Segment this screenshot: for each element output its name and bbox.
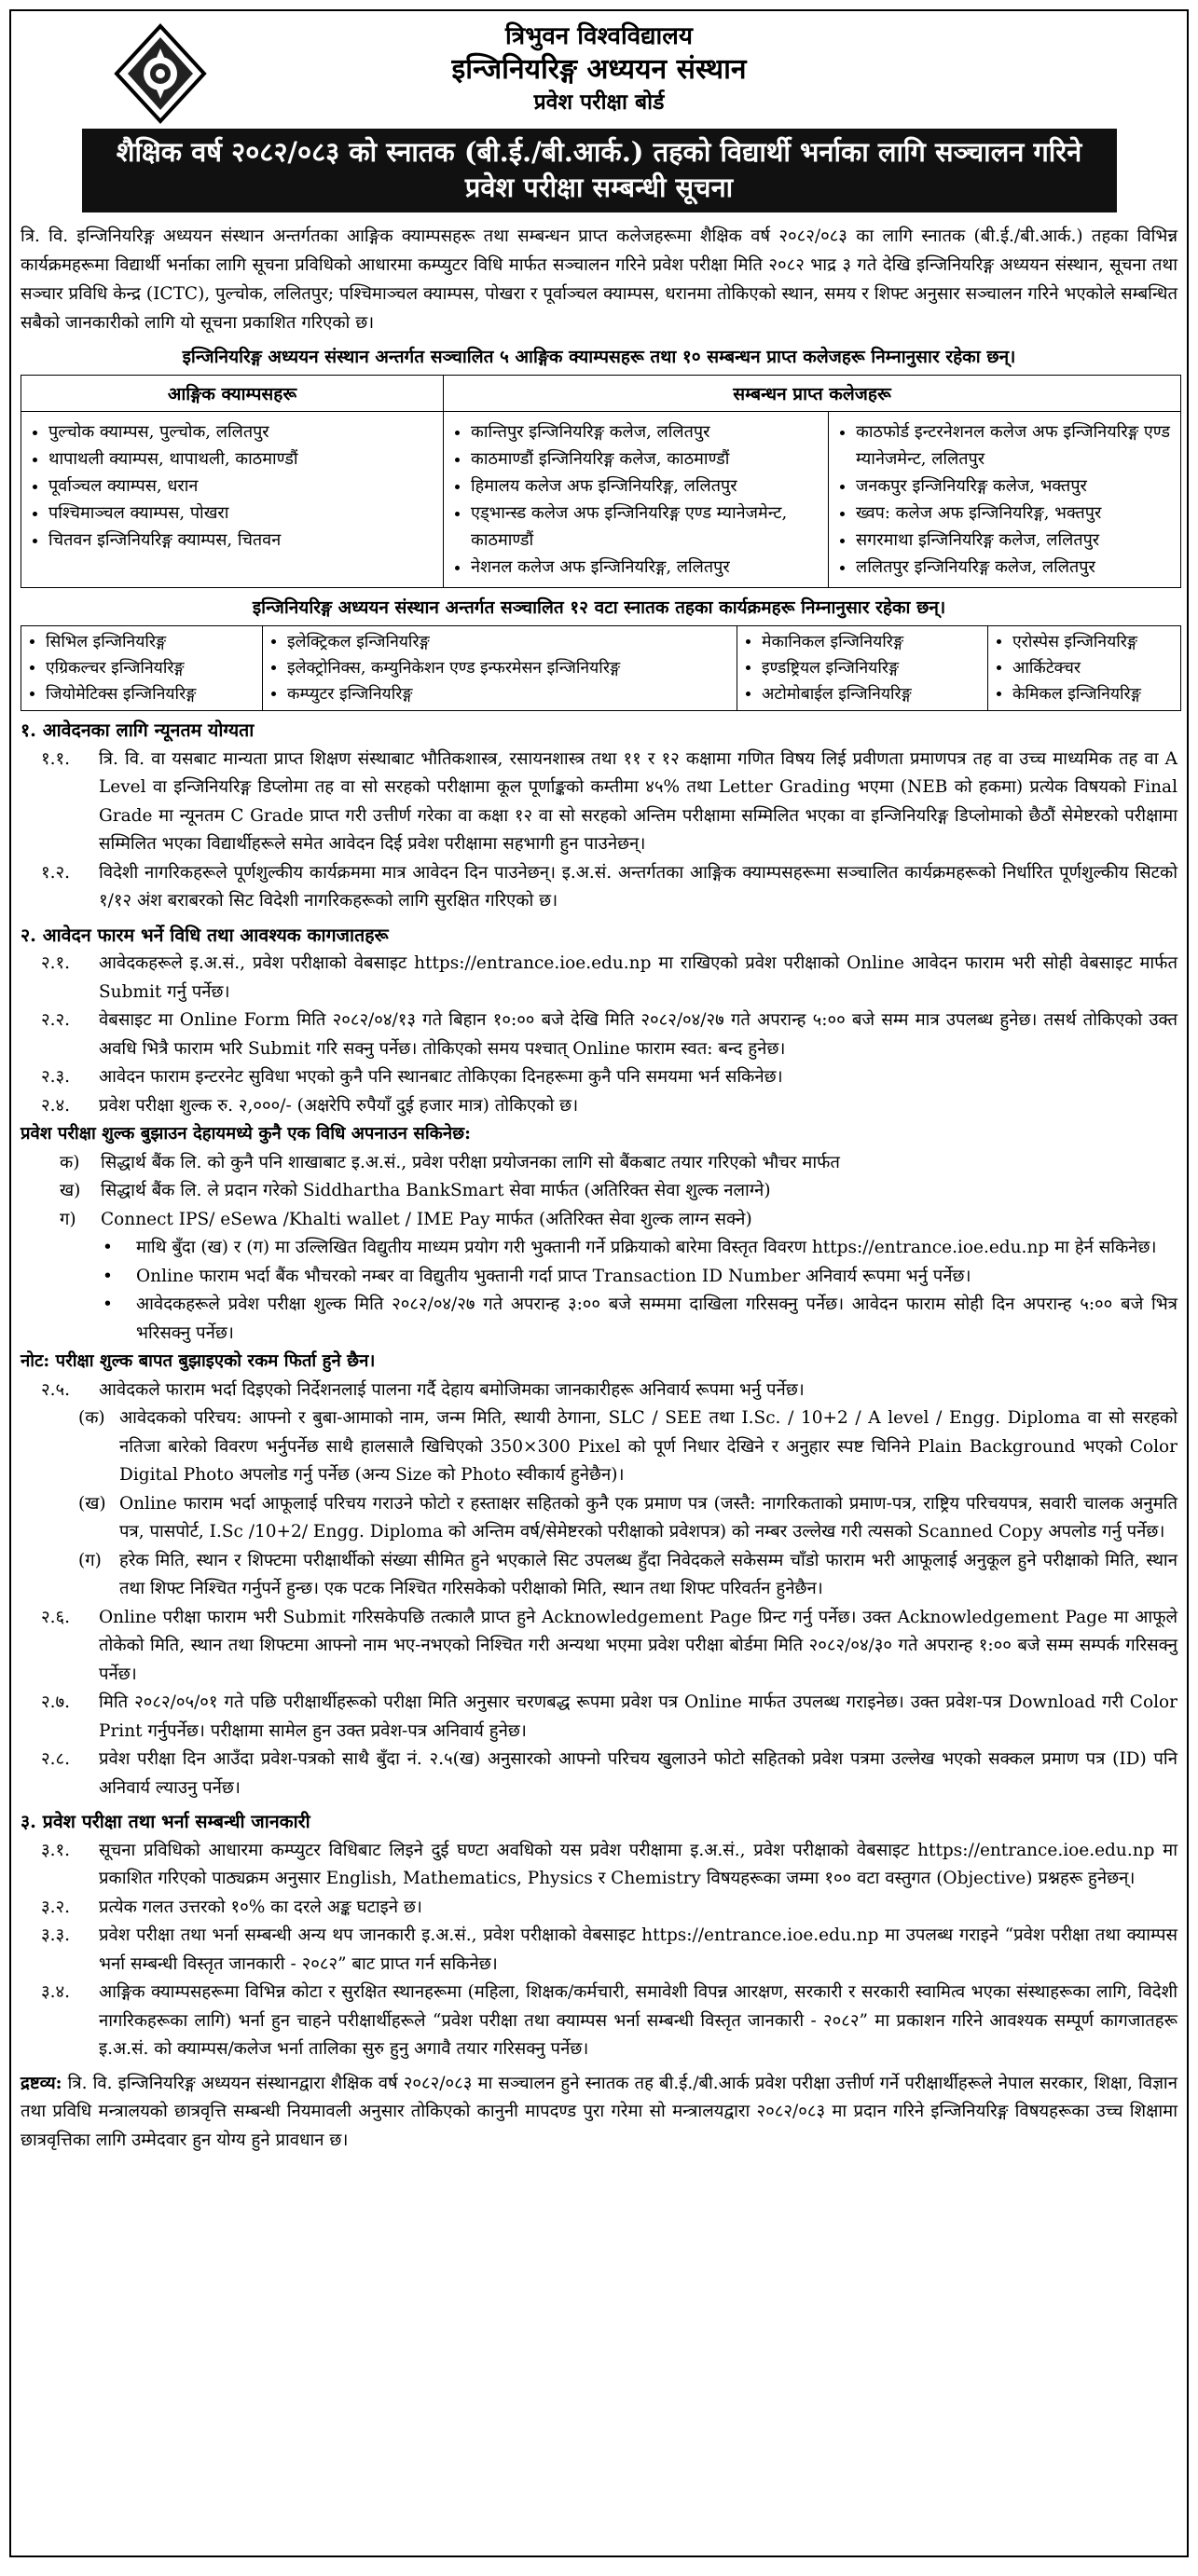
- section-title: ३. प्रवेश परीक्षा तथा भर्ना सम्बन्धी जानकारी: [21, 1811, 310, 1832]
- intro-paragraph: त्रि. वि. इन्जिनियरिङ्ग अध्ययन संस्थान अन्तर्गतका आङ्गिक क्याम्पसहरू तथा सम्बन्धन प्राप्त कलेजहरूमा शैक्षिक वर्ष २०८२/०८३ का लागि स्नातक (बी.ई./बी.आर्क.) तहका विभिन्न कार्यक्रमहरूमा विद्यार्थी भर्नाका लागि सूचना प्रविधिको आधारमा कम्प्युटर विधि मार्फत सञ्चालन गरिने प्रवेश परीक्षा मिति २०८२ भाद्र ३ गते देखि इन्जिनियरिङ्ग अध्ययन संस्थान, सूचना तथा सञ्चार प्रविधि केन्द्र (ICTC), पुल्चोक, ललितपुर; पश्चिमाञ्चल क्याम्पस, पोखरा र पूर्वाञ्चल क्याम्पस, धरानमा तोकिएको स्थान, समय र शिफ्ट अनुसार सञ्चालन गरिने भएकोले सम्बन्धित सबैको जानकारीको लागि यो सूचना प्रकाशित गरिएको छ।: [21, 226, 1177, 333]
- list-item: (क) आवेदकको परिचय: आफ्नो र बुबा-आमाको नाम, जन्म मिति, स्थायी ठेगाना, SLC / SEE तथा I.Sc. / 10+2 / A level / Engg. Diploma वा सो सरहको नतिजा बारेको विवरण भर्नुपर्नेछ साथै हालसालै खिचिएको 350×300 Pixel को पूर्ण निधार देखिने र अनुहार स्पष्ट चिनिने Plain Background भएको Color Digital Photo अपलोड गर्नु पर्नेछ (अन्य Size को Photo स्वीकार्य हुनेछैन)।: [78, 1408, 1177, 1485]
- list-item: २.५. आवेदकले फाराम भर्दा दिइएको निर्देशनलाई पालना गर्दै देहाय बमोजिमका जानकारीहरू अनिवार्य रूपमा भर्नु पर्नेछ।: [41, 1379, 805, 1400]
- list-item: • कम्प्युटर इन्जिनियरिङ्ग: [287, 681, 733, 707]
- notice-title-banner: [82, 129, 1117, 212]
- list-item: • काठमाण्डौं इन्जिनियरिङ्ग कलेज, काठमाण्डौं: [471, 445, 827, 473]
- list-item: ३.२. प्रत्येक गलत उत्तरको १०% का दरले अङ्क घटाइने छ।: [41, 1897, 422, 1917]
- list-item: • थापाथली क्याम्पस, थापाथली, काठमाण्डौं: [48, 445, 442, 473]
- bullet-icon: •: [103, 1266, 113, 1286]
- list-item: • Online फाराम भर्दा बैंक भौचरको नम्बर वा विद्युतीय भुक्तानी गर्दा प्राप्त Transaction ID Number अनिवार्य रूपमा भर्नु पर्नेछ।: [103, 1263, 1177, 1292]
- affiliated-list-cell-b: [829, 412, 1181, 588]
- list-item: २.७. मिति २०८२/०५/०१ गते पछि परीक्षार्थीहरूको परीक्षा मिति अनुसार चरणबद्ध रूपमा प्रवेश पत्र Online मार्फत उपलब्ध गराइनेछ। उक्त प्रवेश-पत्र Download गरी Color Print गर्नुपर्नेछ। परीक्षामा सामेल हुन उक्त प्रवेश-पत्र अनिवार्य हुनेछ।: [41, 1692, 1177, 1741]
- list-item: क) सिद्धार्थ बैंक लि. को कुनै पनि शाखाबाट इ.अ.सं., प्रवेश परीक्षा प्रयोजनका लागि सो बैंकबाट तयार गरिएको भौचर मार्फत: [60, 1152, 840, 1172]
- list-item: • एग्रिकल्चर इन्जिनियरिङ्ग: [46, 655, 258, 681]
- footnote: [21, 2070, 1177, 2156]
- affiliated-list-cell-a: [444, 412, 829, 588]
- program-table: [21, 625, 1181, 711]
- list-item: • पश्चिमाञ्चल क्याम्पस, पोखरा: [48, 500, 442, 527]
- program-cell-4: [988, 626, 1181, 711]
- list-item: • एड्भान्स्ड कलेज अफ इन्जिनियरिङ्ग एण्ड म्यानेजमेन्ट, काठमाण्डौं: [471, 500, 827, 554]
- list-item: • सगरमाथा इन्जिनियरिङ्ग कलेज, ललितपुर: [856, 527, 1179, 554]
- list-item: • मेकानिकल इन्जिनियरिङ्ग: [762, 629, 984, 655]
- list-item: • हिमालय कलेज अफ इन्जिनियरिङ्ग, ललितपुर: [471, 473, 827, 500]
- notice-title-line1: शैक्षिक वर्ष २०८२/०८३ को स्नातक (बी.ई./बी.आर्क.) तहको विद्यार्थी भर्नाका लागि सञ्चालन गरिने: [116, 136, 1082, 168]
- list-item: • काठफोर्ड इन्टरनेशनल कलेज अफ इन्जिनियरिङ्ग एण्ड म्यानेजमेन्ट, ललितपुर: [856, 418, 1179, 473]
- campus-heading: इन्जिनियरिङ्ग अध्ययन संस्थान अन्तर्गत सञ्चालित ५ आङ्गिक क्याम्पसहरू तथा १० सम्बन्धन प्राप्त कलेजहरू निम्नानुसार रहेका छन्।: [182, 347, 1016, 367]
- program-cell-2: [263, 626, 737, 711]
- list-item: ३.४. आङ्गिक क्याम्पसहरूमा विभिन्न कोटा र सुरक्षित स्थानहरूमा (महिला, शिक्षक/कर्मचारी, समावेशी विपन्न आरक्षण, सरकारी र सरकारी स्वामित्व भएका संस्थाहरूका लागि, विदेशी नागरिकहरूका लागि) भर्ना हुन चाहने परीक्षार्थीहरूले “प्रवेश परीक्षा तथा क्याम्पस भर्ना सम्बन्धी विस्तृत जानकारी - २०८२” मा प्रकाशन गरिने आवश्यक सम्पूर्ण कागजातहरू इ.अ.सं. को क्याम्पस/कलेज भर्ना तालिका सुरु हुनु अगावै तयार गरिसक्नु पर्नेछ।: [41, 1982, 1177, 2059]
- list-item: ३.१. सूचना प्रविधिको आधारमा कम्प्युटर विधिबाट लिइने दुई घण्टा अवधिको यस प्रवेश परीक्षामा इ.अ.सं., प्रवेश परीक्षाको वेबसाइट https://entrance.ioe.edu.np मा प्रकाशित गरिएको पाठ्यक्रम अनुसार English, Mathematics, Physics र Chemistry विषयहरूका जम्मा १०० वटा वस्तुगत (Objective) प्रश्नहरू हुनेछन्।: [41, 1840, 1177, 1888]
- tu-logo-icon: [109, 22, 212, 125]
- fee-method-heading: प्रवेश परीक्षा शुल्क बुझाउन देहायमध्ये कुनै एक विधि अपनाउन सकिनेछ:: [21, 1124, 471, 1144]
- affiliated-header: सम्बन्धन प्राप्त कलेजहरू: [444, 376, 1181, 412]
- refund-note: नोट: परीक्षा शुल्क बापत बुझाइएको रकम फिर्ता हुने छैन।: [21, 1351, 376, 1371]
- section-title: १. आवेदनका लागि न्यूनतम योग्यता: [21, 719, 255, 741]
- list-item: २.४. प्रवेश परीक्षा शुल्क रु. २,०००/- (अक्षरेपि रुपैयाँ दुई हजार मात्र) तोकिएको छ।: [41, 1095, 579, 1116]
- list-item: • इण्डष्ट्रियल इन्जिनियरिङ्ग: [762, 655, 984, 681]
- constituent-header: आङ्गिक क्याम्पसहरू: [21, 376, 444, 412]
- footnote-label: द्रष्टव्य:: [21, 2073, 62, 2093]
- list-item: ३.३. प्रवेश परीक्षा तथा भर्ना सम्बन्धी अन्य थप जानकारी इ.अ.सं., प्रवेश परीक्षाको वेबसाइट https://entrance.ioe.edu.np मा उपलब्ध गराइने “प्रवेश परीक्षा तथा क्याम्पस भर्ना सम्बन्धी विस्तृत जानकारी - २०८२” बाट प्राप्त गर्न सकिनेछ।: [41, 1925, 1177, 1974]
- list-item: • कान्तिपुर इन्जिनियरिङ्ग कलेज, ललितपुर: [471, 418, 827, 445]
- university-name: त्रिभुवन विश्वविद्यालय: [504, 22, 693, 50]
- list-item: ग) Connect IPS/ eSewa /Khalti wallet / IME Pay मार्फत (अतिरिक्त सेवा शुल्क लाग्न सक्ने): [60, 1209, 752, 1229]
- list-item: • चितवन इन्जिनियरिङ्ग क्याम्पस, चितवन: [48, 527, 442, 554]
- list-item: • इलेक्ट्रिकल इन्जिनियरिङ्ग: [287, 629, 733, 655]
- list-item: • केमिकल इन्जिनियरिङ्ग: [1012, 681, 1177, 707]
- program-cell-1: [21, 626, 263, 711]
- section-application: [21, 922, 1177, 1803]
- institute-name: इन्जिनियरिङ्ग अध्ययन संस्थान: [451, 53, 747, 86]
- list-item: (ख) Online फाराम भर्दा आफूलाई परिचय गराउने फोटो र हस्ताक्षर सहितको कुनै एक प्रमाण पत्र (जस्तै: नागरिकताको प्रमाण-पत्र, राष्ट्रिय परिचयपत्र, सवारी चालक अनुमति पत्र, पासपोर्ट, I.Sc /10+2/ Engg. Diploma को अन्तिम वर्ष/सेमेष्टरको परीक्षाको प्रवेशपत्र) को नम्बर उल्लेख गरी त्यसको Scanned Copy अपलोड गर्नु पर्नेछ।: [78, 1493, 1177, 1541]
- list-item: १.२. विदेशी नागरिकहरूले पूर्णशुल्कीय कार्यक्रममा मात्र आवेदन दिन पाउनेछन्। इ.अ.सं. अन्तर्गतका आङ्गिक क्याम्पसहरूमा सञ्चालित कार्यक्रमहरूको निर्धारित पूर्णशुल्कीय सिटको १/१२ अंश बराबरको सिट विदेशी नागरिकहरूको लागि सुरक्षित गरिएको छ।: [41, 862, 1177, 911]
- list-item: (ग) हरेक मिति, स्थान र शिफ्टमा परीक्षार्थीको संख्या सीमित हुने भएकाले सिट उपलब्ध हुँदा निवेदकले सकेसम्म चाँडो फाराम भरी आफूलाई अनुकूल हुने परीक्षाको मिति, स्थान तथा शिफ्ट निश्चित गर्नुपर्ने हुन्छ। एक पटक निश्चित गरिसकेको परीक्षाको मिति, स्थान तथा शिफ्ट परिवर्तन हुनेछैन।: [78, 1550, 1177, 1598]
- footnote-text: त्रि. वि. इन्जिनियरिङ्ग अध्ययन संस्थानद्वारा शैक्षिक वर्ष २०८२/०८३ मा सञ्चालन हुने स्नातक तह बी.ई./बी.आर्क प्रवेश परीक्षा उत्तीर्ण गर्ने परीक्षार्थीहरूले नेपाल सरकार, शिक्षा, विज्ञान तथा प्रविधि मन्त्रालयको छात्रवृत्ति सम्बन्धी नियमावली अनुसार तोकिएको कानुनी मापदण्ड पुरा गरेमा सो मन्त्रालयद्वारा २०८२/०८३ मा प्रदान गरिने इन्जिनियरिङ्ग विषयहरूका उच्च शिक्षामा छात्रवृत्तिका लागि उम्मेदवार हुन योग्य हुने प्रावधान छ।: [21, 2073, 1177, 2150]
- list-item: २.३. आवेदन फाराम इन्टरनेट सुविधा भएको कुनै पनि स्थानबाट तोकिएका दिनहरूमा कुनै पनि समयमा भर्न सकिनेछ।: [41, 1067, 783, 1087]
- list-item: • पुल्चोक क्याम्पस, पुल्चोक, ललितपुर: [48, 418, 442, 445]
- section-title: २. आवेदन फारम भर्ने विधि तथा आवश्यक कागजातहरू: [21, 924, 389, 946]
- list-item: • आवेदकहरूले प्रवेश परीक्षा शुल्क मिति २०८२/०४/२७ गते अपरान्ह ३:०० बजे सम्ममा दाखिला गरिसक्नु पर्नेछ। आवेदन फाराम सोही दिन अपरान्ह ५:०० बजे भित्र भरिसक्नु पर्नेछ।: [103, 1291, 1177, 1348]
- list-item: २.२. वेबसाइट मा Online Form मिति २०८२/०४/१३ गते बिहान १०:०० बजे देखि मिति २०८२/०४/२७ गते अपरान्ह ५:०० बजे सम्म मात्र उपलब्ध हुनेछ। तसर्थ तोकिएको उक्त अवधि भित्रै फाराम भरि Submit गरि सक्नु पर्नेछ। तोकिएको समय पश्चात् Online फाराम स्वत: बन्द हुनेछ।: [41, 1010, 1177, 1059]
- notice-page: [9, 9, 1189, 2557]
- list-item: ख) सिद्धार्थ बैंक लि. ले प्रदान गरेको Siddhartha BankSmart सेवा मार्फत (अतिरिक्त सेवा शुल्क नलाग्ने): [60, 1181, 771, 1200]
- list-item: • सिभिल इन्जिनियरिङ्ग: [46, 629, 258, 655]
- bullet-icon: •: [103, 1238, 113, 1257]
- list-item: • माथि बुँदा (ख) र (ग) मा उल्लिखित विद्युतीय माध्यम प्रयोग गरी भुक्तानी गर्ने प्रक्रियाको बारेमा विस्तृत विवरण https://entrance.ioe.edu.np मा हेर्न सकिनेछ।: [103, 1234, 1177, 1263]
- list-item: २.१. आवेदकहरूले इ.अ.सं., प्रवेश परीक्षाको वेबसाइट https://entrance.ioe.edu.np मा राखिएको प्रवेश परीक्षाको Online आवेदन फाराम भरी सोही वेबसाइट मार्फत Submit गर्नु पर्नेछ।: [41, 953, 1177, 1002]
- constituent-list-cell: [21, 412, 444, 588]
- section-exam-info: [21, 1808, 1177, 2064]
- list-item: • जनकपुर इन्जिनियरिङ्ग कलेज, भक्तपुर: [856, 473, 1179, 500]
- list-item: • नेशनल कलेज अफ इन्जिनियरिङ्ग, ललितपुर: [471, 554, 827, 581]
- section-eligibility: [21, 717, 1177, 916]
- list-item: • इलेक्ट्रोनिक्स, कम्युनिकेशन एण्ड इन्फरमेसन इन्जिनियरिङ्ग: [287, 655, 733, 681]
- list-item: • अटोमोबाईल इन्जिनियरिङ्ग: [762, 681, 984, 707]
- list-item: • जियोमेटिक्स इन्जिनियरिङ्ग: [46, 681, 258, 707]
- board-name: प्रवेश परीक्षा बोर्ड: [533, 89, 665, 115]
- campus-table: [21, 375, 1181, 588]
- list-item: • ख्वप: कलेज अफ इन्जिनियरिङ्ग, भक्तपुर: [856, 500, 1179, 527]
- program-heading: इन्जिनियरिङ्ग अध्ययन संस्थान अन्तर्गत सञ्चालित १२ वटा स्नातक तहका कार्यक्रमहरू निम्नानुसार रहेका छन्।: [252, 597, 946, 618]
- list-item: २.६. Online परीक्षा फाराम भरी Submit गरिसकेपछि तत्कालै प्राप्त हुने Acknowledgement Page प्रिन्ट गर्नु पर्नेछ। उक्त Acknowledgement Page मा आफूले तोकेको मिति, स्थान तथा शिफ्टमा आफ्नो नाम भए-नभएको निश्चित गरी अन्यथा भएमा प्रवेश परीक्षा बोर्डमा मिति २०८२/०४/३० गते अपरान्ह १:०० बजे सम्म सम्पर्क गरिसक्नु पर्नेछ।: [41, 1607, 1177, 1684]
- bullet-icon: •: [103, 1295, 113, 1314]
- list-item: • पूर्वाञ्चल क्याम्पस, धरान: [48, 473, 442, 500]
- list-item: २.८. प्रवेश परीक्षा दिन आउँदा प्रवेश-पत्रको साथै बुँदा नं. २.५(ख) अनुसारको आफ्नो परिचय खुलाउने फोटो सहितको प्रवेश पत्रमा उल्लेख भएको सक्कल प्रमाण पत्र (ID) पनि अनिवार्य ल्याउनु पर्नेछ।: [41, 1749, 1177, 1798]
- list-item: • एरोस्पेस इन्जिनियरिङ्ग: [1012, 629, 1177, 655]
- list-item: • ललितपुर इन्जिनियरिङ्ग कलेज, ललितपुर: [856, 554, 1179, 581]
- program-cell-3: [737, 626, 988, 711]
- notice-title-line2: प्रवेश परीक्षा सम्बन्धी सूचना: [464, 171, 734, 203]
- list-item: • आर्किटेक्चर: [1012, 655, 1177, 681]
- list-item: १.१. त्रि. वि. वा यसबाट मान्यता प्राप्त शिक्षण संस्थाबाट भौतिकशास्त्र, रसायनशास्त्र तथा ११ र १२ कक्षामा गणित विषय लिई प्रवीणता प्रमाणपत्र तह वा उच्च माध्यमिक तह वा A Level वा इन्जिनियरिङ्ग डिप्लोमा तह वा सो सरहको परीक्षामा कूल पूर्णाङ्कको कम्तीमा ४५% तथा Letter Grading भएमा (NEB को हकमा) प्रत्येक विषयको Final Grade मा न्यूनतम C Grade प्राप्त गरी उत्तीर्ण गरेका वा कक्षा १२ वा सो सरहको अन्तिम परीक्षामा सम्मिलित भएका वा इन्जिनियरिङ्ग डिप्लोमाको छैठौं सेमेष्टरको परीक्षामा सम्मिलित भएका विद्यार्थीहरूले समेत आवेदन दिई प्रवेश परीक्षामा सहभागी हुन पाउनेछन्।: [41, 748, 1177, 854]
